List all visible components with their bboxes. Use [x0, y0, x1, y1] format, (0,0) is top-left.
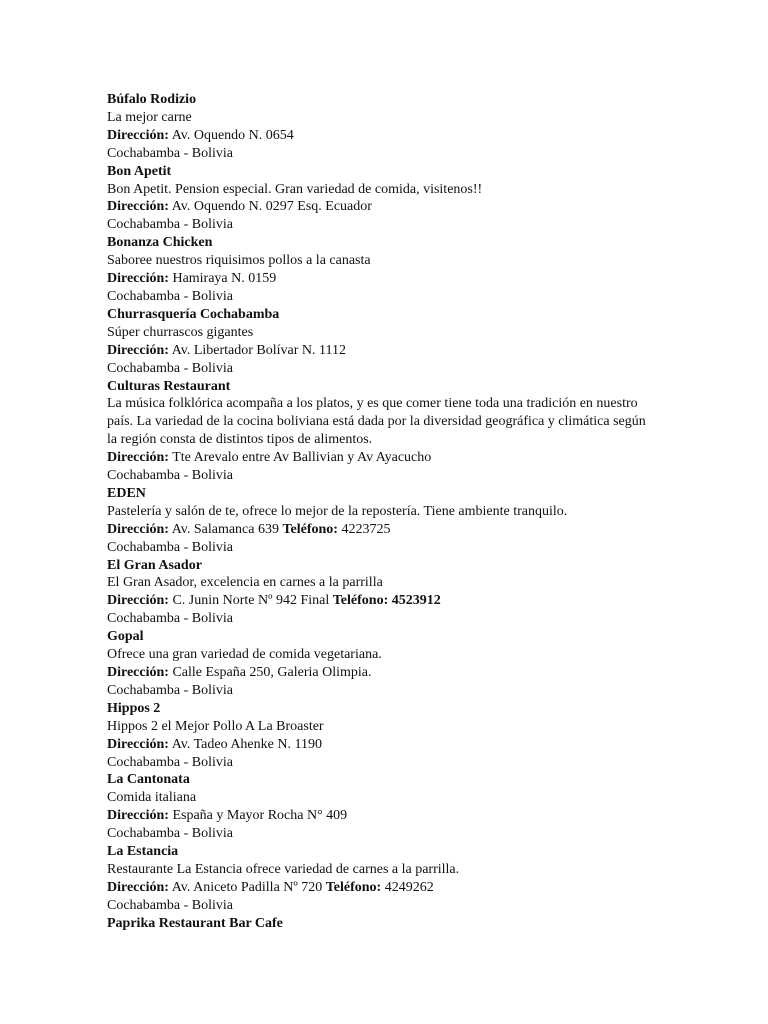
address-value: C. Junin Norte Nº 942 Final [172, 593, 330, 609]
restaurant-name: Búfalo Rodizio [107, 92, 197, 107]
restaurant-name: EDEN [107, 485, 146, 501]
restaurant-description: El Gran Asador, excelencia en carnes a la parrilla [107, 575, 383, 591]
restaurant-name: Bonanza Chicken [107, 235, 213, 251]
address-line [107, 342, 652, 360]
restaurant-description: La música folklórica acompaña a los platos, y es que comer tiene toda una tradición en nuestro país. La variedad de la cocina boliviana está dada por la diversidad geográfica y climática según la región consta de distintos tipos de alimentos. [107, 396, 646, 448]
restaurant-description: Súper churrascos gigantes [107, 324, 254, 340]
city-line: Cochabamba - Bolivia [107, 217, 233, 233]
restaurant-entry [107, 91, 652, 163]
restaurant-description: Bon Apetit. Pension especial. Gran variedad de comida, visitenos!! [107, 181, 483, 197]
phone-value: 4523912 [391, 593, 441, 609]
address-line [107, 736, 652, 754]
restaurant-description: Saboree nuestros riquisimos pollos a la canasta [107, 253, 371, 269]
address-label: Dirección: [107, 808, 169, 824]
restaurant-entry [107, 843, 652, 915]
city-line: Cochabamba - Bolivia [107, 145, 233, 161]
address-label: Dirección: [107, 342, 169, 358]
address-line [107, 592, 652, 610]
city-line: Cochabamba - Bolivia [107, 611, 233, 627]
city-line: Cochabamba - Bolivia [107, 288, 233, 304]
address-value: Av. Oquendo N. 0654 [171, 127, 294, 143]
city-line: Cochabamba - Bolivia [107, 539, 233, 555]
phone-label: Teléfono: [325, 879, 382, 895]
restaurant-description: Restaurante La Estancia ofrece variedad de carnes a la parrilla. [107, 861, 460, 877]
restaurant-entry [107, 771, 652, 843]
restaurant-name: Culturas Restaurant [107, 378, 231, 394]
restaurant-name: Paprika Restaurant Bar Cafe [107, 915, 283, 931]
address-value: Hamiraya N. 0159 [172, 271, 277, 287]
address-label: Dirección: [107, 879, 169, 895]
restaurant-name: Bon Apetit [107, 163, 172, 179]
address-value: Av. Oquendo N. 0297 Esq. Ecuador [171, 199, 372, 215]
address-value: Av. Libertador Bolívar N. 1112 [171, 342, 346, 358]
restaurant-description: Pastelería y salón de te, ofrece lo mejor de la repostería. Tiene ambiente tranquilo. [107, 503, 568, 519]
restaurant-name: La Cantonata [107, 772, 190, 788]
address-line [107, 127, 652, 145]
address-value: Av. Aniceto Padilla Nº 720 [171, 879, 323, 895]
restaurant-entry [107, 163, 652, 235]
restaurant-name: El Gran Asador [107, 557, 202, 573]
restaurant-name: Churrasquería Cochabamba [107, 306, 280, 322]
address-value: Av. Tadeo Ahenke N. 1190 [171, 736, 322, 752]
phone-value: 4249262 [384, 879, 434, 895]
address-line [107, 879, 652, 897]
address-line [107, 198, 652, 216]
restaurant-description: La mejor carne [107, 109, 192, 125]
address-line [107, 807, 652, 825]
address-line [107, 449, 652, 467]
restaurant-entry [107, 700, 652, 772]
restaurant-name: Hippos 2 [107, 700, 161, 716]
address-value: España y Mayor Rocha N° 409 [172, 808, 348, 824]
address-label: Dirección: [107, 271, 169, 287]
address-label: Dirección: [107, 199, 169, 215]
address-label: Dirección: [107, 127, 169, 143]
address-label: Dirección: [107, 450, 169, 466]
city-line: Cochabamba - Bolivia [107, 897, 233, 913]
restaurant-name: La Estancia [107, 844, 179, 860]
restaurant-entry [107, 306, 652, 378]
address-value: Av. Salamanca 639 [171, 521, 279, 537]
address-label: Dirección: [107, 521, 169, 537]
address-line [107, 270, 652, 288]
address-line [107, 521, 652, 539]
address-label: Dirección: [107, 593, 169, 609]
address-label: Dirección: [107, 736, 169, 752]
restaurant-entry [107, 234, 652, 306]
address-line [107, 664, 652, 682]
restaurant-description: Comida italiana [107, 790, 197, 806]
restaurant-description: Ofrece una gran variedad de comida vegetariana. [107, 647, 382, 663]
address-value: Calle España 250, Galeria Olimpia. [172, 665, 372, 680]
restaurant-entry [107, 485, 652, 557]
city-line: Cochabamba - Bolivia [107, 754, 233, 770]
restaurant-entry [107, 628, 652, 700]
city-line: Cochabamba - Bolivia [107, 468, 233, 484]
address-value: Tte Arevalo entre Av Ballivian y Av Ayacucho [172, 450, 432, 466]
city-line: Cochabamba - Bolivia [107, 360, 233, 376]
address-label: Dirección: [107, 665, 169, 680]
phone-label: Teléfono: [282, 521, 338, 537]
restaurant-entry [107, 378, 652, 485]
restaurant-entry [107, 915, 652, 933]
restaurant-name: Gopal [107, 629, 144, 645]
restaurant-directory [107, 91, 652, 933]
phone-value: 4223725 [341, 521, 391, 537]
phone-label: Teléfono: [332, 593, 389, 609]
city-line: Cochabamba - Bolivia [107, 826, 233, 842]
restaurant-description: Hippos 2 el Mejor Pollo A La Broaster [107, 718, 324, 734]
restaurant-entry [107, 557, 652, 629]
city-line: Cochabamba - Bolivia [107, 682, 233, 698]
